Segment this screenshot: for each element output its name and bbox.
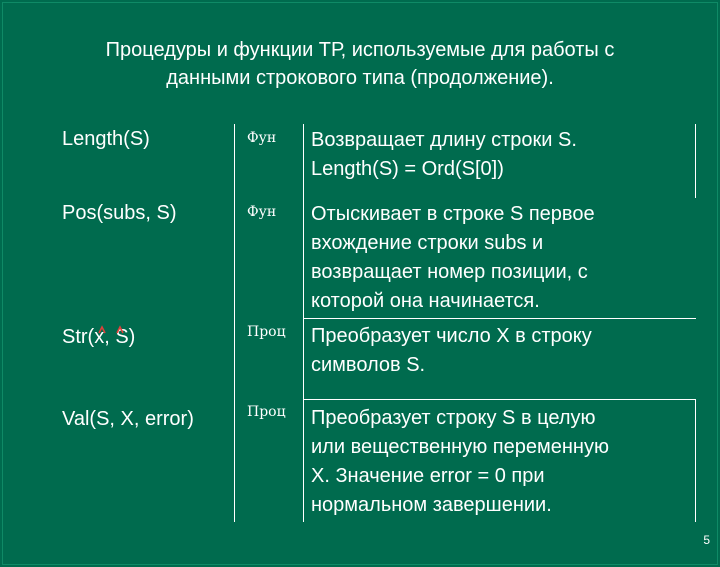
- function-description: [311, 200, 696, 316]
- description-line: символов S.: [311, 354, 426, 376]
- description-line: или вещественную переменную: [311, 436, 609, 458]
- table-row: [56, 402, 696, 522]
- function-kind: Проц: [247, 404, 286, 420]
- description-line: Преобразует число X в строку: [311, 325, 592, 347]
- function-name: Str(x, S): [62, 326, 136, 348]
- table-row: [56, 124, 696, 194]
- page-number: 5: [703, 533, 710, 547]
- description-line: Length(S) = Ord(S[0]): [311, 158, 504, 180]
- description-line: Отыскивает в строке S первое: [311, 203, 595, 225]
- function-name: Val(S, X, error): [62, 408, 194, 430]
- function-description: [311, 322, 696, 380]
- column-divider: [695, 399, 696, 522]
- description-line: вхождение строки subs и: [311, 232, 544, 254]
- function-name: Length(S): [62, 128, 150, 150]
- title-line-1: Процедуры и функции ТР, используемые для работы с: [105, 39, 615, 61]
- description-line: возвращает номер позиции, с: [311, 261, 588, 283]
- row-divider: [303, 399, 696, 400]
- column-divider: [695, 124, 696, 198]
- description-line: Возвращает длину строки S.: [311, 129, 577, 151]
- description-line: X. Значение error = 0 при: [311, 465, 545, 487]
- table-row: [56, 198, 696, 318]
- function-kind: Фун: [247, 130, 277, 146]
- table-row: [56, 322, 696, 394]
- annotation-marks: [97, 325, 127, 335]
- function-description: [311, 126, 696, 184]
- slide-title: [20, 36, 700, 92]
- function-name: Pos(subs, S): [62, 202, 177, 224]
- description-line: которой она начинается.: [311, 290, 540, 312]
- function-kind: Проц: [247, 324, 286, 340]
- function-kind: Фун: [247, 204, 277, 220]
- row-divider: [303, 318, 696, 319]
- description-line: нормальном завершении.: [311, 494, 552, 516]
- title-line-2: данными строкового типа (продолжение).: [166, 67, 554, 89]
- description-line: Преобразует строку S в целую: [311, 407, 596, 429]
- column-divider: [303, 124, 304, 522]
- column-divider: [234, 124, 235, 522]
- function-description: [311, 404, 696, 520]
